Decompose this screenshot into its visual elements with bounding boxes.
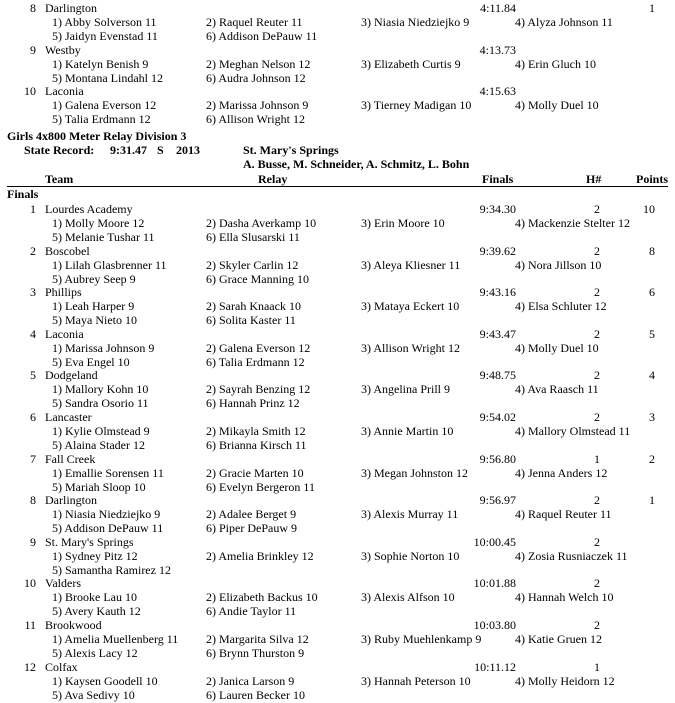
runner: 5) Avery Kauth 12 <box>52 604 141 619</box>
runner: 5) Maya Nieto 10 <box>52 313 137 328</box>
team-name: Dodgeland <box>45 368 98 383</box>
runner: 6) Allison Wright 12 <box>206 112 305 127</box>
runner: 6) Hannah Prinz 12 <box>206 396 300 411</box>
team-name: Valders <box>45 576 81 591</box>
runner: 3) Allison Wright 12 <box>361 340 460 355</box>
runner: 4) Nora Jillson 10 <box>515 257 602 272</box>
runner: 1) Molly Moore 12 <box>52 216 145 230</box>
record-label: State Record: <box>24 143 95 157</box>
runner: 6) Lauren Becker 10 <box>206 687 305 702</box>
points: 3 <box>649 410 655 424</box>
runner: 2) Sayrah Benzing 12 <box>206 382 311 397</box>
runner: 4) Jenna Anders 12 <box>515 465 608 480</box>
runner: 3) Ruby Muehlenkamp 9 <box>361 632 482 646</box>
finals-time: 4:13.73 <box>479 42 516 57</box>
runner: 2) Marissa Johnson 9 <box>206 98 309 113</box>
points: 10 <box>643 202 655 216</box>
runner: 1) Kylie Olmstead 9 <box>52 424 150 438</box>
team-name: Laconia <box>45 326 84 341</box>
runner: 6) Solita Kaster 11 <box>206 313 296 328</box>
runner: 5) Alaina Stader 12 <box>52 438 145 452</box>
finals-time: 9:56.97 <box>479 493 516 508</box>
runner: 2) Janica Larson 9 <box>206 673 295 688</box>
points: 1 <box>649 1 655 15</box>
place: 8 <box>30 493 36 508</box>
runner: 4) Zosia Rusniaczek 11 <box>515 548 628 563</box>
section-label: Finals <box>7 187 39 201</box>
runner: 6) Audra Johnson 12 <box>206 70 306 85</box>
place: 10 <box>24 576 36 591</box>
runner: 3) Sophie Norton 10 <box>361 548 460 563</box>
runner: 5) Melanie Tushar 11 <box>52 230 155 244</box>
runner: 5) Jaidyn Evenstad 11 <box>52 29 158 43</box>
heat-number: 2 <box>594 368 600 383</box>
heat-number: 2 <box>594 493 600 508</box>
finals-time: 9:54.02 <box>479 410 516 424</box>
place: 5 <box>30 368 36 383</box>
place: 7 <box>30 451 36 466</box>
runner: 3) Aleya Kliesner 11 <box>361 257 461 272</box>
finals-time: 9:43.16 <box>479 285 516 300</box>
runner: 5) Alexis Lacy 12 <box>52 646 138 660</box>
header-team: Team <box>45 172 74 186</box>
heat-number: 2 <box>594 202 600 216</box>
points: 5 <box>649 326 655 341</box>
finals-time: 9:34.30 <box>479 202 516 216</box>
runner: 2) Raquel Reuter 11 <box>206 15 303 29</box>
place: 4 <box>30 326 36 341</box>
heat-number: 1 <box>594 451 600 466</box>
runner: 6) Grace Manning 10 <box>206 271 309 286</box>
runner: 5) Montana Lindahl 12 <box>52 70 163 85</box>
team-name: Laconia <box>45 84 84 99</box>
record-code: S <box>157 143 164 157</box>
finals-time: 10:11.12 <box>474 659 516 674</box>
team-name: St. Mary's Springs <box>45 534 134 549</box>
runner: 3) Mataya Eckert 10 <box>361 299 460 314</box>
place: 1 <box>30 202 36 216</box>
team-name: Lourdes Academy <box>45 202 133 216</box>
finals-time: 10:00.45 <box>473 534 516 549</box>
runner: 4) Molly Duel 10 <box>515 340 599 355</box>
runner: 4) Hannah Welch 10 <box>515 590 614 605</box>
heat-number: 1 <box>594 659 600 674</box>
place: 8 <box>30 1 36 15</box>
runner: 5) Eva Engel 10 <box>52 354 130 369</box>
runner: 1) Sydney Pitz 12 <box>52 548 138 563</box>
runner: 6) Piper DePauw 9 <box>206 521 297 536</box>
header-relay: Relay <box>258 172 288 186</box>
record-year: 2013 <box>176 143 200 157</box>
runner: 2) Margarita Silva 12 <box>206 632 309 646</box>
runner: 6) Evelyn Bergeron 11 <box>206 479 315 494</box>
finals-time: 10:03.80 <box>473 618 516 632</box>
header-heat: H# <box>586 172 602 186</box>
runner: 2) Dasha Averkamp 10 <box>206 216 317 230</box>
finals-time: 9:43.47 <box>479 326 516 341</box>
runner: 4) Molly Duel 10 <box>515 98 599 113</box>
runner: 3) Erin Moore 10 <box>361 216 445 230</box>
runner: 6) Andie Taylor 11 <box>206 604 297 619</box>
runner: 3) Elizabeth Curtis 9 <box>361 56 461 71</box>
event-title: Girls 4x800 Meter Relay Division 3 <box>7 129 187 143</box>
header-points: Points <box>636 172 669 186</box>
runner: 3) Alexis Alfson 10 <box>361 590 455 605</box>
runner: 3) Megan Johnston 12 <box>361 465 468 480</box>
runner: 5) Addison DePauw 11 <box>52 521 164 536</box>
finals-time: 9:48.75 <box>479 368 516 383</box>
runner: 4) Elsa Schluter 12 <box>515 299 607 314</box>
runner: 1) Niasia Niedziejko 9 <box>52 507 161 522</box>
points: 2 <box>649 451 655 466</box>
finals-time: 10:01.88 <box>473 576 516 591</box>
runner: 6) Brynn Thurston 9 <box>206 646 305 660</box>
runner: 1) Leah Harper 9 <box>52 299 135 314</box>
runner: 5) Talia Erdmann 12 <box>52 112 151 127</box>
points: 1 <box>649 493 655 508</box>
points: 6 <box>649 285 655 300</box>
place: 3 <box>30 285 36 300</box>
team-name: Darlington <box>45 493 97 508</box>
runner: 5) Ava Sedivy 10 <box>52 687 135 702</box>
header-finals: Finals <box>482 172 514 186</box>
place: 9 <box>30 42 36 57</box>
runner: 1) Mallory Kohn 10 <box>52 382 149 397</box>
heat-number: 2 <box>594 326 600 341</box>
runner: 4) Ava Raasch 11 <box>515 382 599 397</box>
heat-number: 2 <box>594 534 600 549</box>
runner: 5) Aubrey Seep 9 <box>52 271 136 286</box>
team-name: Phillips <box>45 285 82 300</box>
runner: 6) Ella Slusarski 11 <box>206 230 300 244</box>
place: 9 <box>30 534 36 549</box>
team-name: Westby <box>45 42 81 57</box>
heat-number: 2 <box>594 410 600 424</box>
finals-time: 4:15.63 <box>479 84 516 99</box>
runner: 3) Alexis Murray 11 <box>361 507 459 522</box>
runner: 2) Mikayla Smith 12 <box>206 424 306 438</box>
runner: 2) Sarah Knaack 10 <box>206 299 301 314</box>
runner: 1) Marissa Johnson 9 <box>52 340 155 355</box>
runner: 6) Talia Erdmann 12 <box>206 354 305 369</box>
place: 12 <box>24 659 36 674</box>
finals-time: 9:39.62 <box>479 243 516 258</box>
record-team: St. Mary's Springs <box>243 143 339 157</box>
finals-time: 9:56.80 <box>479 451 516 466</box>
header-rule <box>7 186 668 187</box>
record-names: A. Busse, M. Schneider, A. Schmitz, L. Bohn <box>243 157 470 171</box>
runner: 2) Skyler Carlin 12 <box>206 257 299 272</box>
heat-number: 2 <box>594 285 600 300</box>
runner: 1) Brooke Lau 10 <box>52 590 137 605</box>
runner: 4) Mallory Olmstead 11 <box>515 424 631 438</box>
points: 4 <box>649 368 655 383</box>
heat-number: 2 <box>594 576 600 591</box>
runner: 2) Galena Everson 12 <box>206 340 311 355</box>
team-name: Lancaster <box>45 410 92 424</box>
team-name: Fall Creek <box>45 451 96 466</box>
runner: 2) Adalee Berget 9 <box>206 507 297 522</box>
runner: 4) Molly Heidorn 12 <box>515 673 615 688</box>
runner: 2) Meghan Nelson 12 <box>206 56 311 71</box>
runner: 1) Abby Solverson 11 <box>52 15 157 29</box>
runner: 3) Tierney Madigan 10 <box>361 98 472 113</box>
place: 11 <box>24 618 36 632</box>
place: 2 <box>30 243 36 258</box>
points: 8 <box>649 243 655 258</box>
runner: 4) Erin Gluch 10 <box>515 56 596 71</box>
finals-time: 4:11.84 <box>480 1 516 15</box>
place: 6 <box>30 410 36 424</box>
team-name: Colfax <box>45 659 78 674</box>
runner: 4) Raquel Reuter 11 <box>515 507 612 522</box>
runner: 3) Annie Martin 10 <box>361 424 454 438</box>
runner: 5) Sandra Osorio 11 <box>52 396 149 411</box>
runner: 3) Hannah Peterson 10 <box>361 673 471 688</box>
runner: 1) Kaysen Goodell 10 <box>52 673 158 688</box>
runner: 2) Amelia Brinkley 12 <box>206 548 314 563</box>
runner: 6) Brianna Kirsch 11 <box>206 438 307 452</box>
runner: 2) Elizabeth Backus 10 <box>206 590 318 605</box>
heat-number: 2 <box>594 243 600 258</box>
runner: 1) Emallie Sorensen 11 <box>52 465 164 480</box>
runner: 2) Gracie Marten 10 <box>206 465 304 480</box>
runner: 4) Alyza Johnson 11 <box>515 15 613 29</box>
team-name: Darlington <box>45 1 97 15</box>
runner: 1) Katelyn Benish 9 <box>52 56 149 71</box>
team-name: Brookwood <box>45 618 102 632</box>
runner: 1) Lilah Glasbrenner 11 <box>52 257 167 272</box>
runner: 3) Niasia Niedziejko 9 <box>361 15 470 29</box>
runner: 4) Katie Gruen 12 <box>515 632 602 646</box>
runner: 5) Samantha Ramirez 12 <box>52 562 171 577</box>
runner: 1) Galena Everson 12 <box>52 98 157 113</box>
runner: 3) Angelina Prill 9 <box>361 382 450 397</box>
runner: 4) Mackenzie Stelter 12 <box>515 216 630 230</box>
record-time: 9:31.47 <box>110 143 147 157</box>
place: 10 <box>24 84 36 99</box>
heat-number: 2 <box>594 618 600 632</box>
runner: 1) Amelia Muellenberg 11 <box>52 632 179 646</box>
team-name: Boscobel <box>45 243 90 258</box>
runner: 6) Addison DePauw 11 <box>206 29 318 43</box>
runner: 5) Mariah Sloop 10 <box>52 479 146 494</box>
